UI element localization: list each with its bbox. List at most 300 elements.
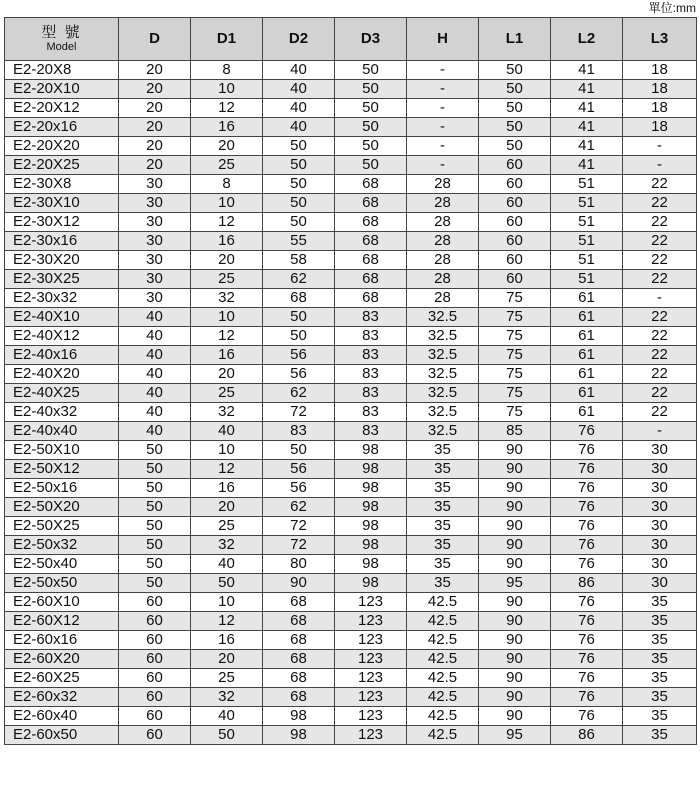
cell-l3: 22	[623, 213, 697, 232]
cell-model: E2-40X10	[5, 308, 119, 327]
cell-model: E2-40x32	[5, 403, 119, 422]
cell-d3: 68	[335, 232, 407, 251]
cell-d2: 56	[263, 365, 335, 384]
cell-d2: 62	[263, 384, 335, 403]
cell-l2: 61	[551, 384, 623, 403]
cell-h: 35	[407, 517, 479, 536]
cell-l2: 76	[551, 650, 623, 669]
cell-d2: 40	[263, 99, 335, 118]
column-header-l3: L3	[623, 18, 697, 61]
cell-d1: 10	[191, 194, 263, 213]
cell-d: 60	[119, 669, 191, 688]
cell-d1: 32	[191, 289, 263, 308]
cell-l3: -	[623, 137, 697, 156]
cell-l3: 35	[623, 631, 697, 650]
cell-d3: 68	[335, 194, 407, 213]
cell-d2: 72	[263, 517, 335, 536]
cell-l3: 30	[623, 460, 697, 479]
cell-d1: 50	[191, 574, 263, 593]
cell-h: 32.5	[407, 365, 479, 384]
cell-l3: 35	[623, 726, 697, 745]
cell-d2: 56	[263, 460, 335, 479]
cell-d: 30	[119, 270, 191, 289]
cell-l3: 18	[623, 99, 697, 118]
cell-l2: 76	[551, 612, 623, 631]
cell-l3: 18	[623, 61, 697, 80]
cell-l2: 76	[551, 422, 623, 441]
table-row	[5, 536, 697, 555]
cell-h: 42.5	[407, 688, 479, 707]
table-row	[5, 612, 697, 631]
table-row	[5, 479, 697, 498]
cell-l1: 50	[479, 99, 551, 118]
table-row	[5, 213, 697, 232]
cell-l1: 90	[479, 669, 551, 688]
cell-h: 42.5	[407, 650, 479, 669]
cell-l2: 76	[551, 593, 623, 612]
cell-d: 60	[119, 650, 191, 669]
cell-h: 28	[407, 175, 479, 194]
column-header-d3: D3	[335, 18, 407, 61]
column-header-h: H	[407, 18, 479, 61]
cell-l3: 22	[623, 308, 697, 327]
cell-h: 32.5	[407, 384, 479, 403]
cell-l2: 51	[551, 175, 623, 194]
cell-l3: 22	[623, 232, 697, 251]
table-row	[5, 441, 697, 460]
table-row	[5, 726, 697, 745]
cell-d2: 90	[263, 574, 335, 593]
cell-h: 28	[407, 194, 479, 213]
cell-model: E2-20X12	[5, 99, 119, 118]
cell-d2: 40	[263, 80, 335, 99]
cell-d: 50	[119, 441, 191, 460]
cell-d: 60	[119, 631, 191, 650]
cell-d: 50	[119, 498, 191, 517]
cell-model: E2-50x32	[5, 536, 119, 555]
cell-h: -	[407, 156, 479, 175]
cell-d: 60	[119, 593, 191, 612]
cell-l2: 76	[551, 479, 623, 498]
cell-l1: 60	[479, 213, 551, 232]
cell-d: 30	[119, 232, 191, 251]
cell-d: 40	[119, 365, 191, 384]
cell-d2: 98	[263, 726, 335, 745]
cell-d: 30	[119, 175, 191, 194]
cell-d2: 72	[263, 536, 335, 555]
cell-h: 42.5	[407, 726, 479, 745]
cell-l3: 30	[623, 498, 697, 517]
cell-d1: 20	[191, 650, 263, 669]
cell-l2: 86	[551, 574, 623, 593]
cell-d: 40	[119, 346, 191, 365]
cell-h: 42.5	[407, 612, 479, 631]
cell-l2: 61	[551, 365, 623, 384]
cell-l3: 22	[623, 327, 697, 346]
cell-h: 28	[407, 251, 479, 270]
cell-l1: 90	[479, 536, 551, 555]
cell-model: E2-50x16	[5, 479, 119, 498]
cell-l2: 76	[551, 631, 623, 650]
cell-d3: 98	[335, 517, 407, 536]
cell-d3: 50	[335, 118, 407, 137]
cell-model: E2-40x16	[5, 346, 119, 365]
cell-d2: 68	[263, 631, 335, 650]
cell-d1: 16	[191, 479, 263, 498]
header-row	[5, 18, 697, 61]
table-row	[5, 403, 697, 422]
spec-table	[4, 17, 697, 745]
cell-model: E2-20X20	[5, 137, 119, 156]
cell-l3: 22	[623, 384, 697, 403]
cell-h: -	[407, 61, 479, 80]
cell-h: 32.5	[407, 308, 479, 327]
cell-d3: 98	[335, 498, 407, 517]
column-header-l1: L1	[479, 18, 551, 61]
table-row	[5, 669, 697, 688]
cell-d: 50	[119, 536, 191, 555]
cell-d: 40	[119, 308, 191, 327]
cell-d3: 123	[335, 612, 407, 631]
cell-h: 35	[407, 498, 479, 517]
cell-d2: 68	[263, 612, 335, 631]
cell-h: 35	[407, 574, 479, 593]
table-row	[5, 650, 697, 669]
cell-l1: 60	[479, 251, 551, 270]
table-body	[5, 61, 697, 745]
cell-l1: 90	[479, 631, 551, 650]
cell-model: E2-50X25	[5, 517, 119, 536]
cell-d3: 123	[335, 726, 407, 745]
cell-l2: 41	[551, 99, 623, 118]
model-header-en: Model	[46, 41, 77, 53]
cell-h: 28	[407, 232, 479, 251]
cell-model: E2-60x40	[5, 707, 119, 726]
cell-l1: 90	[479, 612, 551, 631]
cell-d2: 62	[263, 498, 335, 517]
cell-l3: 18	[623, 118, 697, 137]
cell-l1: 75	[479, 365, 551, 384]
cell-d2: 50	[263, 308, 335, 327]
cell-l1: 90	[479, 441, 551, 460]
table-row	[5, 270, 697, 289]
cell-l1: 60	[479, 194, 551, 213]
cell-l2: 41	[551, 137, 623, 156]
cell-d3: 98	[335, 441, 407, 460]
cell-l3: 35	[623, 612, 697, 631]
cell-model: E2-20X10	[5, 80, 119, 99]
cell-model: E2-30x16	[5, 232, 119, 251]
table-row	[5, 574, 697, 593]
cell-d: 50	[119, 517, 191, 536]
cell-d1: 20	[191, 498, 263, 517]
cell-l1: 90	[479, 688, 551, 707]
cell-l1: 85	[479, 422, 551, 441]
cell-h: -	[407, 80, 479, 99]
cell-l1: 90	[479, 517, 551, 536]
cell-l2: 41	[551, 61, 623, 80]
cell-d3: 83	[335, 346, 407, 365]
cell-d: 20	[119, 118, 191, 137]
cell-h: 28	[407, 270, 479, 289]
cell-h: -	[407, 118, 479, 137]
cell-d2: 40	[263, 118, 335, 137]
cell-l1: 75	[479, 308, 551, 327]
cell-h: 35	[407, 460, 479, 479]
cell-d2: 50	[263, 327, 335, 346]
cell-d3: 123	[335, 707, 407, 726]
cell-l3: 30	[623, 441, 697, 460]
cell-l2: 76	[551, 441, 623, 460]
cell-l2: 76	[551, 498, 623, 517]
cell-d2: 83	[263, 422, 335, 441]
cell-l1: 95	[479, 574, 551, 593]
cell-d: 20	[119, 137, 191, 156]
cell-h: 32.5	[407, 403, 479, 422]
cell-model: E2-20X8	[5, 61, 119, 80]
cell-d2: 56	[263, 479, 335, 498]
cell-l1: 90	[479, 593, 551, 612]
cell-l3: 30	[623, 574, 697, 593]
cell-h: 32.5	[407, 422, 479, 441]
cell-model: E2-60x16	[5, 631, 119, 650]
cell-model: E2-30X8	[5, 175, 119, 194]
model-header-zh: 型 號	[41, 24, 82, 41]
cell-l3: 22	[623, 194, 697, 213]
cell-d3: 68	[335, 289, 407, 308]
cell-d2: 50	[263, 441, 335, 460]
cell-d2: 68	[263, 669, 335, 688]
cell-l3: -	[623, 156, 697, 175]
cell-d: 60	[119, 612, 191, 631]
column-header-d: D	[119, 18, 191, 61]
cell-l3: 22	[623, 251, 697, 270]
cell-l2: 41	[551, 80, 623, 99]
table-row	[5, 118, 697, 137]
cell-d: 60	[119, 726, 191, 745]
cell-l1: 95	[479, 726, 551, 745]
cell-d2: 50	[263, 194, 335, 213]
cell-d3: 68	[335, 270, 407, 289]
cell-d: 20	[119, 99, 191, 118]
cell-d1: 20	[191, 365, 263, 384]
cell-d1: 20	[191, 137, 263, 156]
cell-l2: 61	[551, 308, 623, 327]
cell-d1: 8	[191, 61, 263, 80]
cell-d: 30	[119, 213, 191, 232]
cell-l1: 90	[479, 460, 551, 479]
cell-d3: 83	[335, 308, 407, 327]
cell-d: 30	[119, 251, 191, 270]
unit-label: 單位:mm	[648, 1, 696, 15]
cell-d3: 98	[335, 574, 407, 593]
cell-d2: 80	[263, 555, 335, 574]
cell-d3: 98	[335, 460, 407, 479]
cell-model: E2-60X25	[5, 669, 119, 688]
cell-h: 42.5	[407, 631, 479, 650]
cell-d: 20	[119, 156, 191, 175]
cell-d2: 50	[263, 213, 335, 232]
cell-d3: 123	[335, 669, 407, 688]
cell-l2: 61	[551, 403, 623, 422]
cell-d3: 123	[335, 688, 407, 707]
cell-d: 50	[119, 479, 191, 498]
cell-d: 20	[119, 80, 191, 99]
cell-model: E2-30X20	[5, 251, 119, 270]
cell-d1: 25	[191, 270, 263, 289]
cell-d: 30	[119, 289, 191, 308]
cell-l2: 51	[551, 232, 623, 251]
cell-h: 42.5	[407, 669, 479, 688]
cell-l1: 50	[479, 137, 551, 156]
cell-l2: 76	[551, 555, 623, 574]
cell-l1: 50	[479, 61, 551, 80]
cell-l1: 60	[479, 270, 551, 289]
cell-l2: 51	[551, 251, 623, 270]
column-header-l2: L2	[551, 18, 623, 61]
table-row	[5, 384, 697, 403]
cell-d: 30	[119, 194, 191, 213]
cell-l2: 76	[551, 707, 623, 726]
cell-d3: 98	[335, 536, 407, 555]
cell-d3: 98	[335, 555, 407, 574]
cell-d2: 98	[263, 707, 335, 726]
cell-l1: 75	[479, 327, 551, 346]
table-row	[5, 365, 697, 384]
column-header-d1: D1	[191, 18, 263, 61]
cell-d: 50	[119, 574, 191, 593]
cell-d2: 40	[263, 61, 335, 80]
cell-h: 35	[407, 555, 479, 574]
cell-d: 40	[119, 422, 191, 441]
cell-d1: 40	[191, 555, 263, 574]
cell-l1: 90	[479, 650, 551, 669]
cell-d3: 123	[335, 650, 407, 669]
cell-l3: 35	[623, 669, 697, 688]
cell-d3: 68	[335, 251, 407, 270]
cell-d2: 55	[263, 232, 335, 251]
cell-model: E2-60X12	[5, 612, 119, 631]
cell-l2: 76	[551, 688, 623, 707]
cell-model: E2-30X25	[5, 270, 119, 289]
cell-d2: 72	[263, 403, 335, 422]
table-row	[5, 327, 697, 346]
cell-d2: 68	[263, 593, 335, 612]
cell-d1: 8	[191, 175, 263, 194]
cell-d1: 12	[191, 460, 263, 479]
cell-d1: 40	[191, 707, 263, 726]
cell-l1: 90	[479, 555, 551, 574]
table-row	[5, 194, 697, 213]
cell-h: -	[407, 99, 479, 118]
cell-model: E2-40X20	[5, 365, 119, 384]
table-row	[5, 631, 697, 650]
cell-l1: 90	[479, 479, 551, 498]
cell-h: 28	[407, 289, 479, 308]
cell-l3: 18	[623, 80, 697, 99]
cell-d2: 68	[263, 289, 335, 308]
cell-model: E2-50x50	[5, 574, 119, 593]
cell-l3: 22	[623, 403, 697, 422]
cell-model: E2-30x32	[5, 289, 119, 308]
cell-d: 40	[119, 327, 191, 346]
cell-l1: 75	[479, 289, 551, 308]
cell-d3: 50	[335, 156, 407, 175]
cell-l1: 60	[479, 232, 551, 251]
cell-model: E2-60x32	[5, 688, 119, 707]
table-row	[5, 99, 697, 118]
cell-d: 60	[119, 688, 191, 707]
cell-l1: 50	[479, 118, 551, 137]
cell-l1: 90	[479, 498, 551, 517]
cell-d1: 16	[191, 346, 263, 365]
cell-d3: 68	[335, 175, 407, 194]
cell-h: 35	[407, 441, 479, 460]
cell-l1: 75	[479, 346, 551, 365]
cell-l3: 30	[623, 555, 697, 574]
cell-d3: 83	[335, 327, 407, 346]
cell-d1: 10	[191, 308, 263, 327]
cell-l3: 22	[623, 365, 697, 384]
cell-d2: 50	[263, 175, 335, 194]
cell-d1: 12	[191, 213, 263, 232]
cell-d1: 16	[191, 631, 263, 650]
cell-d: 50	[119, 555, 191, 574]
cell-l1: 75	[479, 403, 551, 422]
cell-d3: 50	[335, 137, 407, 156]
cell-d1: 32	[191, 536, 263, 555]
table-row	[5, 175, 697, 194]
cell-model: E2-50X12	[5, 460, 119, 479]
cell-d2: 50	[263, 156, 335, 175]
cell-h: 35	[407, 536, 479, 555]
cell-model: E2-30X10	[5, 194, 119, 213]
cell-model: E2-30X12	[5, 213, 119, 232]
cell-d2: 50	[263, 137, 335, 156]
cell-l2: 41	[551, 156, 623, 175]
cell-model: E2-50X20	[5, 498, 119, 517]
cell-d3: 123	[335, 631, 407, 650]
table-row	[5, 460, 697, 479]
cell-l2: 76	[551, 669, 623, 688]
cell-l2: 61	[551, 289, 623, 308]
cell-h: 28	[407, 213, 479, 232]
cell-d2: 68	[263, 688, 335, 707]
cell-d1: 12	[191, 327, 263, 346]
cell-l3: 35	[623, 707, 697, 726]
cell-d3: 98	[335, 479, 407, 498]
table-row	[5, 688, 697, 707]
cell-d1: 16	[191, 232, 263, 251]
table-row	[5, 346, 697, 365]
table-row	[5, 137, 697, 156]
table-row	[5, 308, 697, 327]
cell-d1: 12	[191, 99, 263, 118]
cell-l3: 22	[623, 175, 697, 194]
cell-l1: 75	[479, 384, 551, 403]
cell-model: E2-40X12	[5, 327, 119, 346]
cell-l2: 76	[551, 536, 623, 555]
cell-h: 35	[407, 479, 479, 498]
cell-model: E2-60X10	[5, 593, 119, 612]
cell-l3: -	[623, 289, 697, 308]
cell-l3: 35	[623, 688, 697, 707]
cell-model: E2-60X20	[5, 650, 119, 669]
cell-d1: 10	[191, 80, 263, 99]
cell-model: E2-50x40	[5, 555, 119, 574]
cell-model: E2-60x50	[5, 726, 119, 745]
table-row	[5, 289, 697, 308]
